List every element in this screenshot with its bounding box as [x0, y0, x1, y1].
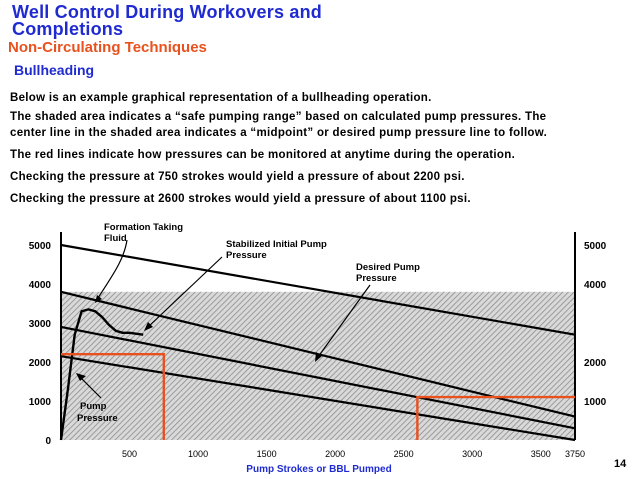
x-tick-1500: 1500 [256, 449, 277, 459]
section-heading: Bullheading [14, 62, 95, 78]
annotation-pump-line2: Pressure [77, 413, 118, 424]
page-subtitle: Non-Circulating Techniques [8, 39, 207, 56]
annotation-stabilized-line2: Pressure [226, 250, 267, 261]
y-tick-right-4000: 4000 [584, 280, 607, 291]
annotation-pump-line1: Pump [80, 401, 107, 412]
paragraph-check-750: Checking the pressure at 750 strokes would yield a pressure of about 2200 psi. [10, 171, 465, 183]
paragraph-red-lines: The red lines indicate how pressures can be monitored at anytime during the operation. [10, 149, 516, 161]
x-tick-1000: 1000 [188, 449, 209, 459]
y-tick-left-5000: 5000 [28, 241, 51, 252]
annotation-desired-line1: Desired Pump [356, 262, 420, 273]
paragraph-shaded-area-line1: The shaded area indicates a “safe pumping range” based on calculated pump pressures. The [10, 111, 547, 123]
paragraph-check-2600: Checking the pressure at 2600 strokes would yield a pressure of about 1100 psi. [10, 193, 471, 205]
x-axis-label: Pump Strokes or BBL Pumped [246, 464, 392, 475]
x-tick-2500: 2500 [393, 449, 414, 459]
y-tick-right-2000: 2000 [584, 358, 607, 369]
y-tick-left-0: 0 [45, 436, 51, 447]
y-tick-left-1000: 1000 [28, 397, 51, 408]
annotation-desired-line2: Pressure [356, 273, 397, 284]
title-line-1: Well Control During Workovers and [12, 2, 322, 22]
x-tick-3000: 3000 [462, 449, 483, 459]
annotation-stabilized-line1: Stabilized Initial Pump [226, 239, 327, 250]
y-tick-left-3000: 3000 [28, 319, 51, 330]
safe-pumping-range [61, 292, 575, 440]
paragraph-shaded-area-line2: center line in the shaded area indicates a “midpoint” or desired pump pressure line to follow. [10, 127, 548, 139]
x-tick-500: 500 [122, 449, 138, 459]
y-tick-right-5000: 5000 [584, 241, 607, 252]
y-tick-left-4000: 4000 [28, 280, 51, 291]
title-line-2: Completions [12, 19, 124, 39]
x-tick-2000: 2000 [325, 449, 346, 459]
annotation-formation-arrow [98, 240, 127, 298]
annotation-formation-line1: Formation Taking [104, 222, 183, 233]
annotation-formation-line2: Fluid [104, 233, 127, 244]
x-tick-3750: 3750 [564, 449, 586, 459]
paragraph-intro: Below is an example graphical representation of a bullheading operation. [10, 92, 432, 104]
y-tick-left-2000: 2000 [28, 358, 51, 369]
page-number: 14 [614, 458, 627, 470]
x-tick-3500: 3500 [530, 449, 551, 459]
y-tick-right-1000: 1000 [584, 397, 607, 408]
